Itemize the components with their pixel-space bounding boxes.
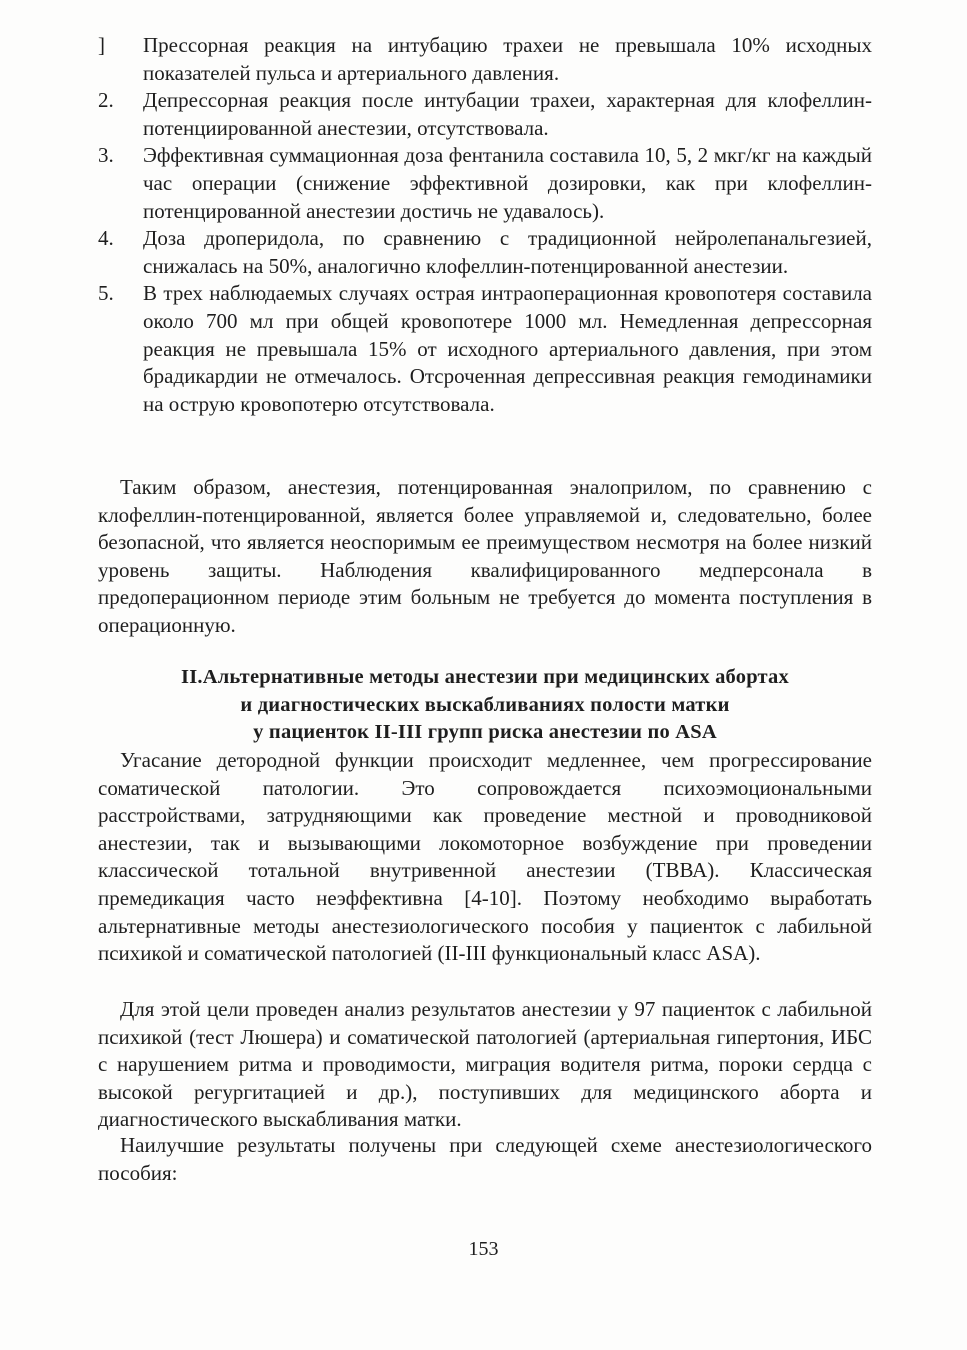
list-item-text: Прессорная реакция на интубацию трахеи не превышала 10% исходных показателей пульса и артериального давления.	[143, 33, 872, 85]
list-item-text: Депрессорная реакция после интубации трахеи, характерная для клофеллин-потенциированной анестезии, отсутствовала.	[143, 88, 872, 140]
section-heading-line: и диагностических выскабливаниях полости матки	[240, 693, 730, 716]
list-item-number: ]	[98, 33, 105, 57]
list-item	[98, 87, 872, 142]
list-item	[98, 225, 872, 280]
list-item-number: 2.	[98, 88, 114, 113]
body-paragraph: Угасание детородной функции происходит медленнее, чем прогрессирование соматической патологии. Это сопровождается психоэмоциональными расстройствами, затрудняющими как проведение местной и проводниковой анестезии, так и вызывающими локомоторное возбуждение при проведении классической тотальной внутривенной анестезии (ТВВА). Классическая премедикация часто неэффективна [4-10]. Поэтому необходимо выработать альтернативные методы анестезиологического пособия у пациенток с лабильной психикой и соматической патологией (II-III функциональный класс ASA).	[98, 748, 872, 966]
list-item	[98, 32, 872, 87]
section-heading-line: у пациенток II-III групп риска анестезии по ASA	[253, 721, 717, 744]
page-number: 153	[468, 1238, 499, 1260]
section-heading-line: II.Альтернативные методы анестезии при медицинских абортах	[181, 666, 789, 688]
list-item-number: 3.	[98, 143, 114, 168]
numbered-list	[98, 32, 872, 418]
list-item-text: Эффективная суммационная доза фентанила составила 10, 5, 2 мкг/кг на каждый час операции (снижение эффективной дозировки, как при клофеллин-потенцированной анестезии достичь не удавалось).	[143, 143, 872, 223]
body-paragraph: Наилучшие результаты получены при следующей схеме анестезиологического пособия:	[98, 1133, 872, 1185]
body-paragraph: Для этой цели проведен анализ результатов анестезии у 97 пациенток с лабильной психикой (тест Люшера) и соматической патологией (артериальная гипертония, ИБС с нарушением ритма и проводимости, миграция водителя ритма, пороки сердца с высокой регургитацией и др.), поступивших для медицинского аборта и диагностического выскабливания матки.	[98, 997, 872, 1132]
list-item-number: 4.	[98, 226, 114, 251]
list-item	[98, 280, 872, 418]
section-heading	[98, 664, 872, 747]
list-item-text: Доза дроперидола, по сравнению с традиционной нейролепанальгезией, снижалась на 50%, аналогично клофеллин-потенцированной анестезии.	[143, 226, 872, 278]
list-item-text: В трех наблюдаемых случаях острая интраоперационная кровопотеря составила около 700 мл при общей кровопотере 1000 мл. Немедленная депрессорная реакция не превышала 15% от исходного артериального давления, при этом брадикардии не отмечалось. Отсроченная депрессивная реакция гемодинамики на острую кровопотерю отсутствовала.	[143, 281, 872, 416]
conclusion-paragraph: Таким образом, анестезия, потенцированная эналоприлом, по сравнению с клофеллин-потенцированной, является более управляемой и, следовательно, более безопасной, что является неоспоримым ее преимуществом несмотря на более низкий уровень защиты. Наблюдения квалифицированного медперсонала в предоперационном периоде этим больным не требуется до момента поступления в операционную.	[98, 475, 872, 637]
list-item	[98, 142, 872, 225]
list-item-number: 5.	[98, 281, 114, 306]
